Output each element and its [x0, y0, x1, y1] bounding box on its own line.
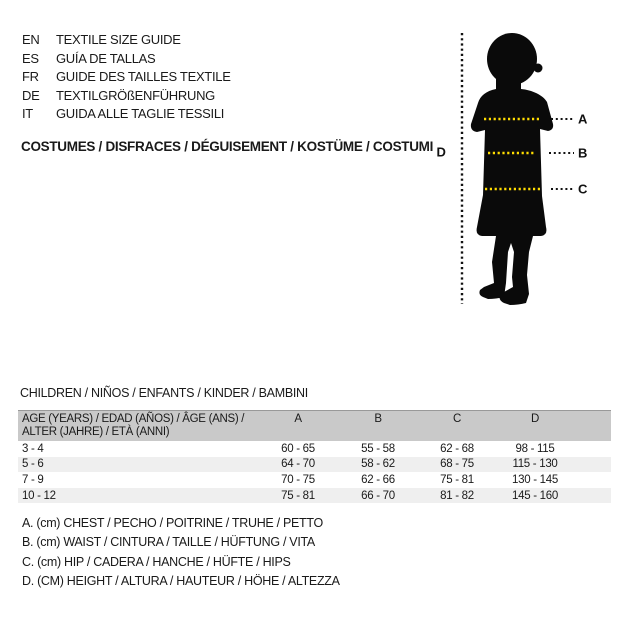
chest-cell: 75 - 81 [281, 489, 315, 502]
language-guide-title: GUÍA DE TALLAS [56, 50, 156, 66]
table-title: CHILDREN / NIÑOS / ENFANTS / KINDER / BAMBINI [20, 386, 308, 400]
language-code: IT [22, 106, 33, 121]
language-list [22, 31, 231, 124]
language-code: EN [22, 32, 40, 47]
language-guide-title: TEXTILGRÖßENFÜHRUNG [56, 87, 215, 103]
header-age-column [18, 411, 258, 442]
hip-cell: 68 - 75 [440, 458, 474, 471]
height-cell: 145 - 160 [512, 489, 558, 502]
language-row-it [22, 105, 231, 124]
table-row [18, 488, 611, 504]
child-ear-silhouette-icon [534, 64, 543, 73]
language-code: ES [22, 50, 39, 66]
waist-cell: 58 - 62 [361, 458, 395, 471]
header-col-b: B [338, 411, 418, 442]
hip-cell: 81 - 82 [440, 489, 474, 502]
header-col-a: A [258, 411, 338, 442]
age-cell: 7 - 9 [22, 473, 44, 486]
hip-cell: 75 - 81 [440, 473, 474, 486]
legend-height: D. (CM) HEIGHT / ALTURA / HAUTEUR / HÖHE / ALTEZZA [22, 573, 340, 588]
table-header-row [18, 411, 611, 442]
height-cell: 115 - 130 [512, 458, 558, 471]
spacer-cell [574, 441, 611, 457]
spacer-cell [574, 472, 611, 488]
language-guide-title: GUIDA ALLE TAGLIE TESSILI [56, 106, 225, 121]
age-cell: 10 - 12 [22, 489, 56, 502]
age-cell: 3 - 4 [22, 442, 44, 455]
label-chest-a: A [578, 111, 588, 127]
language-code: DE [22, 87, 40, 103]
table-row [18, 457, 611, 473]
language-guide-title: TEXTILE SIZE GUIDE [56, 32, 181, 47]
waist-cell: 66 - 70 [361, 489, 395, 502]
language-row-en [22, 31, 231, 50]
height-cell: 98 - 115 [515, 442, 555, 455]
chest-cell: 64 - 70 [281, 458, 315, 471]
spacer-cell [574, 488, 611, 504]
label-height-d: D [436, 144, 446, 160]
header-age-line2: ALTER (JAHRE) / ETÀ (ANNI) [22, 426, 170, 438]
hip-cell: 62 - 68 [440, 442, 474, 455]
height-cell: 130 - 145 [512, 473, 558, 486]
header-col-d: D [496, 411, 574, 442]
label-waist-b: B [578, 145, 588, 161]
chest-cell: 60 - 65 [281, 442, 315, 455]
measurement-diagram [428, 15, 620, 315]
language-row-de [22, 87, 231, 106]
chest-cell: 70 - 75 [281, 473, 315, 486]
legend-chest: A. (cm) CHEST / PECHO / POITRINE / TRUHE / PETTO [22, 516, 323, 530]
age-cell: 5 - 6 [22, 458, 44, 471]
spacer-cell [574, 457, 611, 473]
header-spacer [574, 411, 611, 442]
language-row-es [22, 50, 231, 69]
header-age-line1: AGE (YEARS) / EDAD (AÑOS) / ÂGE (ANS) / [22, 413, 245, 425]
size-table [18, 410, 611, 503]
legend-waist: B. (cm) WAIST / CINTURA / TAILLE / HÜFTUNG / VITA [22, 535, 315, 550]
legend-hip: C. (cm) HIP / CADERA / HANCHE / HÜFTE / HIPS [22, 554, 291, 569]
measurement-legend [22, 514, 340, 591]
table-row [18, 441, 611, 457]
table-row [18, 472, 611, 488]
child-silhouette-figure [428, 15, 620, 315]
label-hip-c: C [578, 181, 588, 197]
waist-cell: 55 - 58 [361, 442, 395, 455]
category-title: COSTUMES / DISFRACES / DÉGUISEMENT / KOSTÜME / COSTUMI [21, 139, 434, 154]
language-guide-title: GUIDE DES TAILLES TEXTILE [56, 69, 231, 84]
waist-cell: 62 - 66 [361, 473, 395, 486]
child-body-silhouette-icon [471, 77, 553, 305]
header-col-c: C [418, 411, 496, 442]
language-code: FR [22, 69, 39, 84]
language-row-fr [22, 68, 231, 87]
